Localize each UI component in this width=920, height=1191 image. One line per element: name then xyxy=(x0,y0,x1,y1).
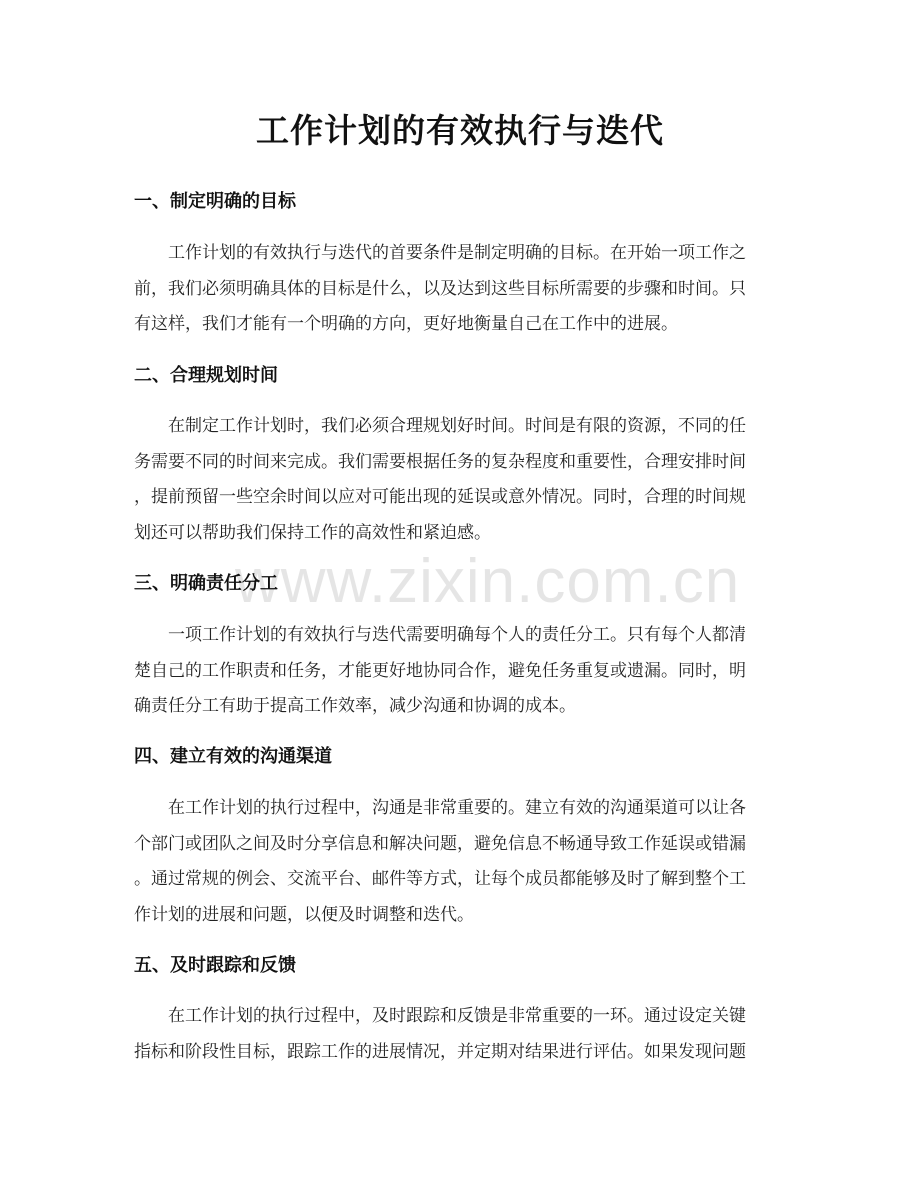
section-paragraph-3 xyxy=(134,618,786,725)
section-paragraph-1 xyxy=(134,236,786,343)
paragraph-line: ，提前预留一些空余时间以应对可能出现的延误或意外情况。同时，合理的时间规 xyxy=(134,487,746,507)
section-heading-4: 四、建立有效的沟通渠道 xyxy=(134,746,332,767)
paragraph-line: 有这样，我们才能有一个明确的方向，更好地衡量自己在工作中的进展。 xyxy=(134,314,678,334)
paragraph-line: 一项工作计划的有效执行与迭代需要明确每个人的责任分工。只有每个人都清 xyxy=(168,625,746,645)
paragraph-line: 楚自己的工作职责和任务，才能更好地协同合作，避免任务重复或遗漏。同时，明 xyxy=(134,660,746,681)
paragraph-line: 前，我们必须明确具体的目标是什么，以及达到这些目标所需要的步骤和时间。只 xyxy=(134,278,746,299)
section-heading-5: 五、及时跟踪和反馈 xyxy=(134,955,296,976)
paragraph-line: 。通过常规的例会、交流平台、邮件等方式，让每个成员都能够及时了解到整个工 xyxy=(134,869,746,889)
document-title: 工作计划的有效执行与迭代 xyxy=(256,111,664,150)
paragraph-line: 在工作计划的执行过程中，及时跟踪和反馈是非常重要的一环。通过设定关键 xyxy=(168,1006,746,1026)
section-heading-1: 一、制定明确的目标 xyxy=(134,191,296,212)
paragraph-line: 在制定工作计划时，我们必须合理规划好时间。时间是有限的资源，不同的任 xyxy=(168,416,746,436)
section-heading-2: 二、合理规划时间 xyxy=(134,365,278,386)
watermark: www.zixin.com.cn xyxy=(235,547,741,616)
section-paragraph-5 xyxy=(134,999,786,1070)
paragraph-line: 工作计划的有效执行与迭代的首要条件是制定明确的目标。在开始一项工作之 xyxy=(168,243,746,263)
paragraph-line: 务需要不同的时间来完成。我们需要根据任务的复杂程度和重要性，合理安排时间 xyxy=(134,451,746,472)
paragraph-line: 在工作计划的执行过程中，沟通是非常重要的。建立有效的沟通渠道可以让各 xyxy=(168,798,746,818)
paragraph-line: 个部门或团队之间及时分享信息和解决问题，避免信息不畅通导致工作延误或错漏 xyxy=(134,833,746,854)
paragraph-line: 指标和阶段性目标，跟踪工作的进展情况，并定期对结果进行评估。如果发现问题 xyxy=(134,1041,746,1062)
section-heading-3: 三、明确责任分工 xyxy=(134,573,278,594)
section-paragraph-2 xyxy=(134,409,786,551)
section-paragraph-4 xyxy=(134,791,786,933)
paragraph-line: 确责任分工有助于提高工作效率，减少沟通和协调的成本。 xyxy=(134,696,576,716)
paragraph-line: 作计划的进展和问题，以便及时调整和迭代。 xyxy=(134,904,474,925)
paragraph-line: 划还可以帮助我们保持工作的高效性和紧迫感。 xyxy=(134,522,491,543)
